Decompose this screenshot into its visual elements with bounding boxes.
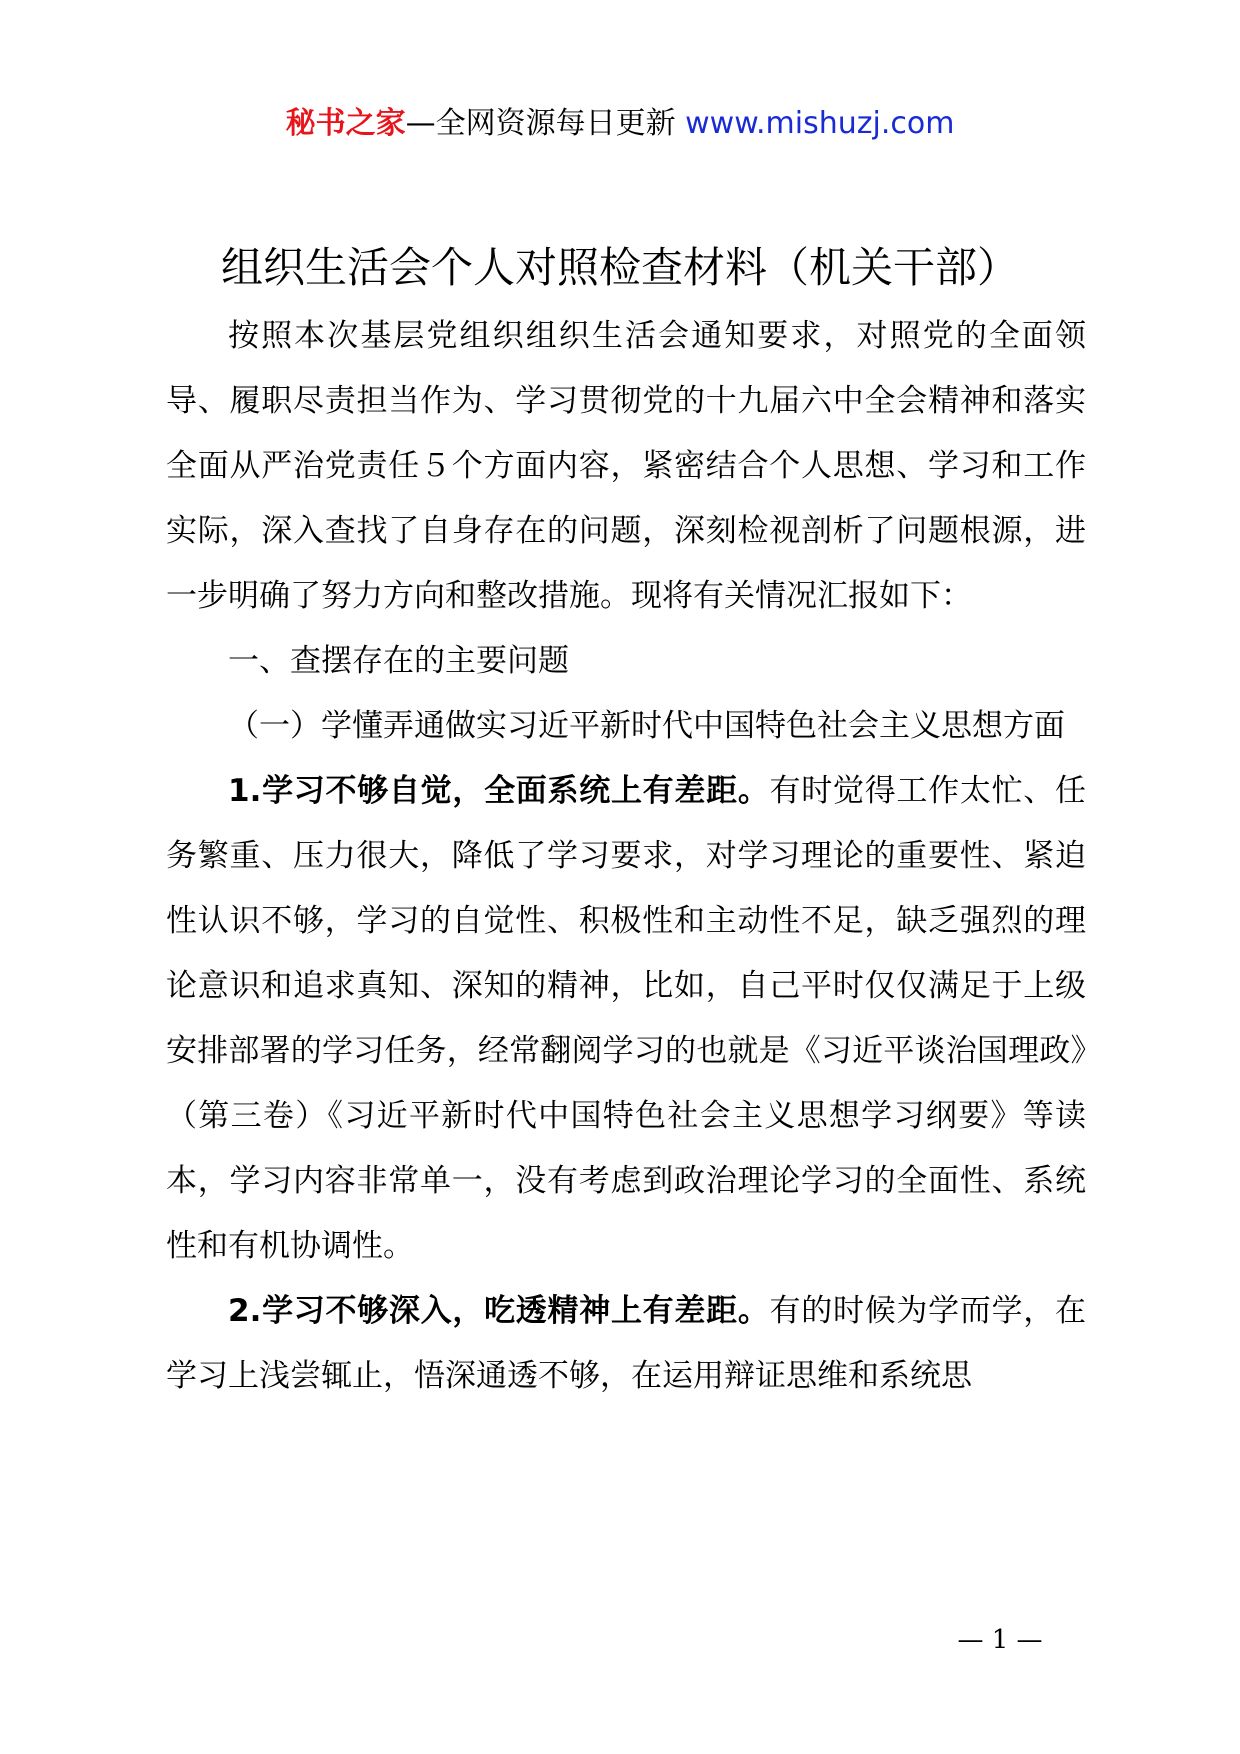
header-brand: 秘书之家	[285, 106, 406, 141]
page-number: — 1 —	[957, 1625, 1043, 1655]
intro-paragraph: 按照本次基层党组织组织生活会通知要求，对照党的全面领导、履职尽责担当作为、学习贯彻党的十九届六中全会精神和落实全面从严治党责任５个方面内容，紧密结合个人思想、学习和工作实际，深入查找了自身存在的问题，深刻检视剖析了问题根源，进一步明确了努力方向和整改措施。现将有关情况汇报如下：	[166, 318, 1086, 614]
document-title: 组织生活会个人对照检查材料（机关干部）	[220, 243, 1019, 292]
document-body	[166, 304, 1086, 1409]
header-tagline: —全网资源每日更新	[405, 106, 686, 141]
subsection-heading: （一）学懂弄通做实习近平新时代中国特色社会主义思想方面	[228, 708, 1065, 744]
watermark-header	[0, 100, 1240, 148]
item-lead: 2.学习不够深入，吃透精神上有差距。	[228, 1293, 770, 1329]
list-item	[166, 759, 1086, 1279]
item-text: 有时觉得工作太忙、任务繁重、压力很大，降低了学习要求，对学习理论的重要性、紧迫性认识不够，学习的自觉性、积极性和主动性不足，缺乏强烈的理论意识和追求真知、深知的精神，比如，自己平时仅仅满足于上级安排部署的学习任务，经常翻阅学习的也就是《习近平谈治国理政》（第三卷）《习近平新时代中国特色社会主义思想学习纲要》等读本，学习内容非常单一，没有考虑到政治理论学习的全面性、系统性和有机协调性。	[166, 773, 1086, 1264]
list-item	[166, 1279, 1086, 1409]
item-lead: 1.学习不够自觉，全面系统上有差距。	[228, 773, 770, 809]
section-heading: 一、查摆存在的主要问题	[228, 643, 569, 679]
header-url[interactable]: www.mishuzj.com	[685, 106, 955, 141]
item-text: 有的时候为学而学，在学习上浅尝辄止，悟深通透不够，在运用辩证思维和系统思	[166, 1293, 1086, 1394]
